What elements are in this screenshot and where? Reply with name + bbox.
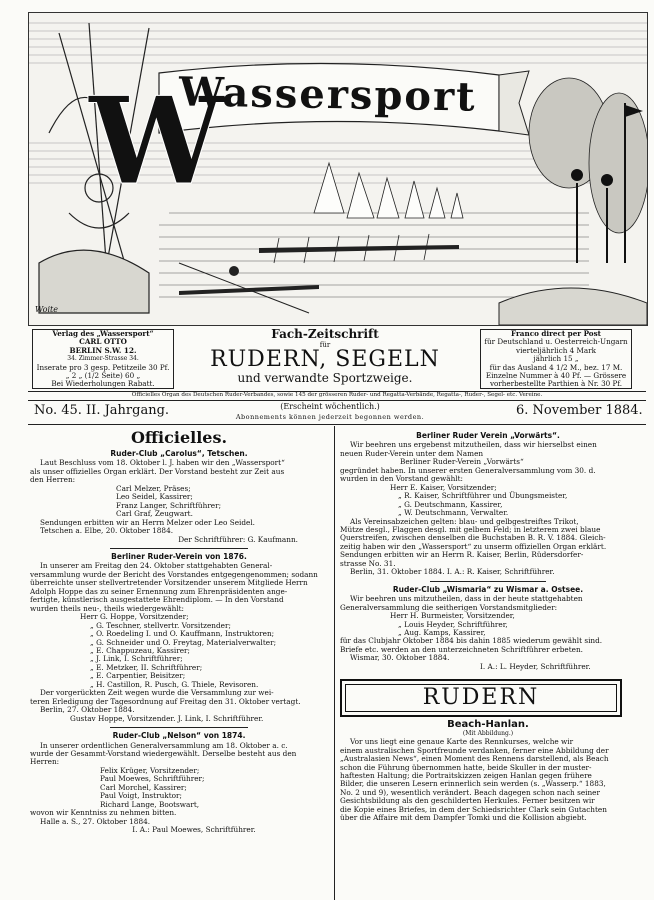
text-line: No. 2 und 9), wesentlich verändert. Beach dagegen schon nach seiner [340,787,600,797]
signature: Der Schriftführer: G. Kaufmann. [178,534,298,544]
member-line: Herr E. Kaiser, Vorsitzender; [390,482,497,492]
official-organ-line: Officielles Organ des Deutschen Ruder-Verbandes, sowie 145 der grösseren Ruder- und Regatta-Verbände, Regatta-, Ruder-, Segel- etc. Vereine. [131,392,543,398]
text-line: Sendungen erbitten wir an Herrn R. Kaiser, Berlin, Rüdersdorfer- [340,550,584,560]
place-date: Berlin, 27. Oktober 1884. [40,705,135,715]
price-single: Einzelne Nummer à 40 Pf. — Grössere [485,371,627,381]
text-line: Mütze desgl., Flaggen desgl. mit gelbem Feld; in letzterem zwei blaue [340,524,601,534]
beach-hanlan-heading: Beach-Hanlan. [447,719,529,731]
place-date: Wismar, 30. Oktober 1884. [350,653,450,663]
masthead-title: Wassersport [178,68,478,121]
member-line: Carl Graf, Zeugwart. [116,509,193,519]
member-line: „ Louis Heyder, Schriftführer, [398,619,508,629]
carolus-heading: Ruder-Club „Carolus“, Tetschen. [110,449,248,458]
section-divider [110,548,248,549]
text-line: für das Clubjahr Oktober 1884 bis dahin 1885 wiederum gewählt sind. [340,636,603,646]
member-line: Franz Langer, Schriftführer; [116,500,222,510]
svg-text:W: W [89,71,224,212]
rudern-banner-text: RUDERN [422,685,540,711]
text-line: wurden in den Vorstand gewählt: [340,474,464,484]
text-line: Bilder, die unseren Lesern erinnerlich sein werden (s. „Wasserp.“ 1883, [340,779,606,789]
text-line: überreichte unser stellvertretender Vorsitzender unserem Mitgliede Herrn [30,578,308,588]
member-line: „ W. Deutschmann, Verwalter. [398,508,509,518]
nelson-heading: Ruder-Club „Nelson“ von 1874. [112,731,246,741]
place-signature: Berlin, 31. Oktober 1884. I. A.: R. Kaiser, Schriftführer. [350,567,555,577]
member-line: Leo Seidel, Kassirer; [116,492,193,502]
text-line: Briefe etc. werden an den unterzeichneten Schriftführer erbeten. [340,644,583,654]
text-line: wurden theils neu-, theils wiedergewählt: [30,603,185,613]
member-line: Carl Melzer, Präses; [116,483,191,493]
publisher-street: 34. Zimmer-Strasse 34. [67,355,139,363]
text-line: schon die Führung übernommen hatte, beide Skuller in der muster- [340,762,592,772]
left-column [30,428,328,834]
text-line: versammlung wurde der Bericht des Vorstandes entgegengenommen; sodann [30,569,318,579]
text-line: den Herren: [30,475,76,485]
text-line: Sendungen erbitten wir an Herrn Melzer oder Leo Seidel. [40,517,255,527]
publisher-name: CARL OTTO [79,337,127,347]
text-line: Vor uns liegt eine genaue Karte des Rennkurses, welche wir [350,737,574,747]
place-date: Halle a. S., 27. Oktober 1884. [40,816,151,826]
section-title: Officielles. [130,428,228,447]
masthead-engraving [29,13,647,325]
publisher-line: Verlag des „Wassersport“ [52,329,154,338]
artist-signature: Woite [35,305,59,314]
member-line: „ R. Kaiser, Schriftführer und Übungsmeister, [398,491,568,501]
member-line: Herr G. Hoppe, Vorsitzender; [80,612,189,622]
price-abroad: für das Ausland 4 1/2 M., bez. 17 M. [489,362,623,372]
subtitle-rudern-segeln: RUDERN, SEGELN [210,347,440,372]
member-line: Paul Voigt, Instruktor; [100,791,182,801]
publisher-city: BERLIN S.W. 12. [69,345,137,355]
signature: I. A.: L. Heyder, Schriftführer. [480,661,591,671]
frequency-note: (Erscheint wöchentlich.) [280,402,380,411]
section-divider [110,727,248,728]
price-bulk: vorherbestellte Parthien à Nr. 30 Pf. [489,379,623,389]
text-line: Als Vereinsabzeichen gelten: blau- und gelbgestreiftes Trikot, [350,516,579,526]
price-heading: Franco direct per Post [511,329,601,338]
text-line: Wir beehren uns mitzutheilen, dass in der heute stattgehabten [350,594,583,604]
place-date: Tetschen a. Elbe, 20. Oktober 1884. [40,526,174,536]
right-column [340,430,636,823]
vorwaerts-heading: Berliner Ruder Verein „Vorwärts“. [416,431,560,440]
price-yearly: jährlich 15 „ [533,354,579,364]
text-line: In unserer am Freitag den 24. Oktober stattgehabten General- [40,561,273,571]
publisher-box [32,329,174,389]
member-line: „ G. Deutschmann, Kassirer, [398,499,503,509]
subtitle-sportzweige: und verwandte Sportzweige. [237,371,413,385]
issue-number: No. 45. II. Jahrgang. [34,403,170,418]
text-line: Herren: [30,757,60,767]
member-line: „ O. Roedeling I. und O. Kauffmann, Instruktoren; [90,629,275,639]
club-name-line: Berliner Ruder-Verein „Vorwärts“ [400,457,524,467]
member-line: „ G. Schneider und O. Freytag, Materialverwalter; [90,637,277,647]
text-line: zeitig haben wir den „Wassersport“ zu unserm offiziellen Organ erklärt. [340,541,607,551]
text-line: Gesichtsbildung als den geschilderten Herkules. Ferner besitzen wir [340,796,595,806]
member-line: „ Aug. Kamps, Kassirer, [398,627,486,637]
text-line: In unserer ordentlichen Generalversammlung am 18. Oktober a. c. [40,740,288,750]
member-line: Felix Krüger, Vorsitzender; [100,765,200,775]
member-line: „ H. Castillon, R. Pusch, G. Thiele, Revisoren. [90,679,259,689]
member-line: „ G. Teschner, stellvertr. Vorsitzender; [90,620,231,630]
text-line: fertigte, künstlerisch ausgestattete Ehrendiplom. — In den Vorstand [30,595,284,605]
subscription-box [480,329,632,389]
member-line: Paul Moewes, Schriftführer; [100,774,205,784]
price-quarterly: vierteljährlich 4 Mark [516,345,596,355]
ad-rate-2: „ 2 „ (1/2 Seite) 60 „ [65,371,141,381]
text-line: wovon wir Kenntniss zu nehmen bitten. [30,808,177,818]
text-line: Der vorgerückten Zeit wegen wurde die Versammlung zur wei- [40,688,274,698]
text-line: Wir beehren uns ergebenst mitzutheilen, dass wir hierselbst einen [350,440,597,450]
text-line: über die Affaire mit dem Dampfer Tomki und die Kollision abgiebt. [340,813,587,823]
text-line: neuen Ruder-Verein unter dem Namen [340,448,484,458]
price-region: für Deutschland u. Oesterreich-Ungarn [484,337,628,347]
text-line: Generalversammlung die seitherigen Vorstandsmitglieder: [340,602,558,612]
masthead-illustration [28,12,648,326]
subtitle-fuer: für [319,341,331,349]
text-line: gegründet haben. In unserer ersten Generalversammlung vom 30. d. [340,465,596,475]
ad-discount: Bei Wiederholungen Rabatt. [51,379,155,389]
rudern-banner [340,679,622,717]
member-line: Carl Morchel, Kassirer; [100,782,187,792]
wismaria-heading: Ruder-Club „Wismaria“ zu Wismar a. Ostsee. [392,584,584,594]
text-line: „Australasien News“, einen Moment des Rennens darstellend, als Beach [340,754,609,764]
subtitle-block [180,327,470,385]
text-line: als unser offizielles Organ erklärt. Der Vorstand besteht zur Zeit aus [30,466,285,476]
member-line: „ J. Link, I. Schriftführer; [90,654,183,664]
text-line: wurde der Gesammt-Vorstand wiedergewählt. Derselbe besteht aus den [30,748,297,758]
issue-date: 6. November 1884. [516,403,643,418]
text-line: Laut Beschluss vom 18. Oktober l. J. haben wir den „Wassersport“ [40,458,285,468]
section-divider [430,581,546,582]
signature: I. A.: Paul Moewes, Schriftführer. [132,825,256,835]
member-line: „ E. Carpentier, Beisitzer; [90,671,186,681]
beach-hanlan-subheading: (Mit Abbildung.) [462,729,514,737]
text-line: haftesten Haltung; die Portraitskizzen zeigen Hanlan gegen frühere [340,770,592,780]
ad-rate-1: Inserate pro 3 gesp. Petitzeile 30 Pf. [36,362,170,372]
text-line: Adolph Hoppe das zu seiner Ernennung zum Ehrenpräsidenten ange- [30,586,288,596]
subscription-note: Abonnements können jederzeit begonnen werden. [235,413,425,421]
text-line: Querstreifen, zwischen denselben die Buchstaben B. R. V. 1884. Gleich- [340,533,606,543]
member-line: Richard Lange, Bootswart, [100,799,200,809]
text-line: die Kopie eines Briefes, in dem der Schiedsrichter Clark sein Gutachten [340,804,607,814]
subtitle-fach: Fach-Zeitschrift [271,327,379,341]
member-line: Herr H. Burmeister, Vorsitzender, [390,611,515,621]
member-line: „ E. Chappuzeau, Kassirer; [90,645,190,655]
text-line: einem australischen Sportfreunde verdanken, ferner eine Abbildung der [340,745,609,755]
text-line: strasse No. 31. [340,558,396,568]
berliner1876-heading: Berliner Ruder-Verein von 1876. [111,551,247,561]
signature: Gustav Hoppe, Vorsitzender. J. Link, I. Schriftführer. [70,713,264,723]
text-line: teren Erledigung der Tagesordnung auf Freitag den 31. Oktober vertagt. [30,696,301,706]
member-line: „ E. Metzker, II. Schriftführer; [90,662,203,672]
